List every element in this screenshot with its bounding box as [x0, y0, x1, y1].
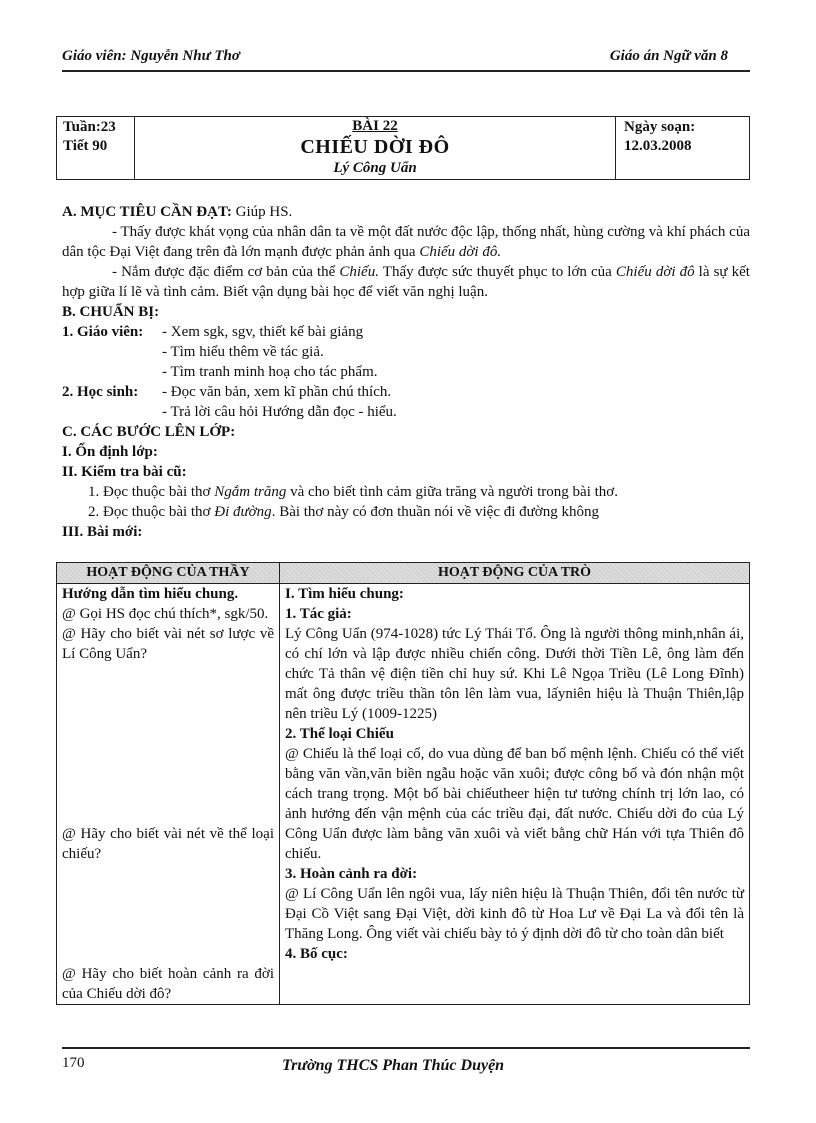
page-footer: [62, 1047, 750, 1074]
student-answer: Lý Công Uẩn (974-1028) tức Lý Thái Tổ. Ông là người thông minh,nhân ái, có chí lớn và lập được nhiều chiến công. Dưới thời Tiền Lê, ông làm đến chức Tả thân vệ điện tiền chỉ huy sứ. Khi Lê Ngọa Triều (Lê Long Đĩnh) mất ông được triều thần tôn lên làm vua, lấyniên hiệu là Thuận Thiên,lập nên triều Lý (1009-1225): [285, 626, 744, 722]
school-name: Trường THCS Phan Thúc Duyện: [282, 1057, 505, 1074]
teacher-prep: 1. Giáo viên: - Xem sgk, sgv, thiết kế bài giảng: [62, 324, 364, 340]
lesson-body: [62, 202, 750, 542]
student-answer: @ Chiếu là thể loại cổ, do vua dùng để ban bố mệnh lệnh. Chiếu có thể viết bằng văn vần,văn biền ngẫu hoặc văn xuôi; được công bố và đón nhận một cách trang trọng. Một bố bài chiếutheer hiện tư tưởng chính trị lớn lao, có ảnh hưởng đến vận mệnh của các triều đại, đất nước. Chiếu dời đo của Lý Công Uẩn được làm bằng văn xuôi và viết bằng chữ Hán với tựa Thiên đô chiếu.: [285, 746, 744, 862]
student-prep: 2. Học sinh: - Đọc văn bản, xem kĩ phần chú thích.: [62, 384, 392, 400]
section-b-heading: B. CHUẨN BỊ:: [62, 304, 160, 320]
student-answer: @ Lí Công Uẩn lên ngôi vua, lấy niên hiệu là Thuận Thiên, đổi tên nước từ Đại Cồ Việt sang Đại Việt, dời kinh đô từ Hoa Lư về Đại La và đổi tên là Thăng Long. Ông viết vài chiếu bày tỏ ý định dời đô từ cho toàn dân biết: [285, 886, 744, 942]
teacher-name: Giáo viên: Nguyễn Như Thơ: [62, 48, 240, 64]
objective-2: - Nắm được đặc điểm cơ bản của thể Chiếu. Thấy được sức thuyết phục to lớn của Chiếu dời đô là sự kết hợp giữa lí lẽ và tình cảm. Biết vận dụng bài học để viết văn nghị luận.: [62, 264, 750, 300]
date-value: 12.03.2008: [624, 138, 692, 154]
step-3: III. Bài mới:: [62, 524, 143, 540]
teacher-prep-item: - Tìm tranh minh hoạ cho tác phẩm.: [162, 364, 378, 380]
student-prep-label: 2. Học sinh:: [62, 384, 139, 400]
lesson-title-cell: [135, 117, 615, 179]
section-c-heading: C. CÁC BƯỚC LÊN LỚP:: [62, 424, 236, 440]
section-a-heading: A. MỤC TIÊU CẦN ĐẠT:: [62, 204, 232, 220]
lesson-title-box: [56, 116, 750, 180]
student-heading: 1. Tác giả:: [285, 606, 352, 622]
teacher-activities: [57, 584, 280, 1005]
objective-1: - Thấy được khát vọng của nhân dân ta về một đất nước độc lập, thống nhất, hùng cường và khí phách của dân tộc Đại Việt đang trên đà lớn mạnh được phản ảnh qua Chiếu dời đô.: [62, 224, 750, 260]
lesson-number: BÀI 22: [352, 118, 398, 134]
student-heading: 2. Thể loại Chiếu: [285, 726, 394, 742]
teacher-guide: Hướng dẫn tìm hiểu chung.: [62, 586, 239, 602]
teacher-question: @ Hãy cho biết hoàn cảnh ra đời của Chiếu dời đô?: [62, 966, 274, 1002]
period: Tiết 90: [63, 138, 108, 154]
week: Tuần:23: [63, 119, 116, 135]
page-header: [62, 46, 750, 72]
lesson-title: CHIẾU DỜI ĐÔ: [300, 136, 450, 158]
lesson-author: Lý Công Uẩn: [333, 160, 417, 176]
activity-table: [56, 562, 750, 1005]
teacher-question: @ Hãy cho biết vài nét sơ lược về Lí Công Uẩn?: [62, 626, 274, 662]
week-period-cell: [57, 117, 135, 179]
step-2: II. Kiểm tra bài cũ:: [62, 464, 187, 480]
date-label: Ngày soạn:: [624, 119, 696, 135]
col-student-header: HOẠT ĐỘNG CỦA TRÒ: [280, 563, 750, 584]
teacher-prep-item: - Tìm hiểu thêm về tác giả.: [162, 344, 324, 360]
review-question-1: 1. Đọc thuộc bài thơ Ngắm trăng và cho biết tình cảm giữa trăng và người trong bài thơ.: [88, 484, 618, 500]
student-prep-item: - Trả lời câu hỏi Hướng dẫn đọc - hiểu.: [162, 404, 397, 420]
review-question-2: 2. Đọc thuộc bài thơ Đi đường. Bài thơ này có đơn thuần nói về việc đi đường không: [88, 504, 599, 520]
teacher-question: @ Gọi HS đọc chú thích*, sgk/50.: [62, 606, 269, 622]
student-activities: [280, 584, 750, 1005]
date-cell: [615, 117, 749, 179]
student-heading: I. Tìm hiểu chung:: [285, 586, 404, 602]
teacher-prep-label: 1. Giáo viên:: [62, 324, 144, 340]
subject-name: Giáo án Ngữ văn 8: [609, 48, 728, 64]
teacher-question: @ Hãy cho biết vài nét về thể loại chiếu?: [62, 826, 274, 862]
step-1: I. Ổn định lớp:: [62, 444, 158, 460]
student-heading: 3. Hoàn cảnh ra đời:: [285, 866, 418, 882]
student-heading: 4. Bố cục:: [285, 946, 348, 962]
section-a-intro: Giúp HS.: [231, 204, 293, 220]
page-number: 170: [62, 1055, 85, 1071]
col-teacher-header: HOẠT ĐỘNG CỦA THẦY: [57, 563, 280, 584]
